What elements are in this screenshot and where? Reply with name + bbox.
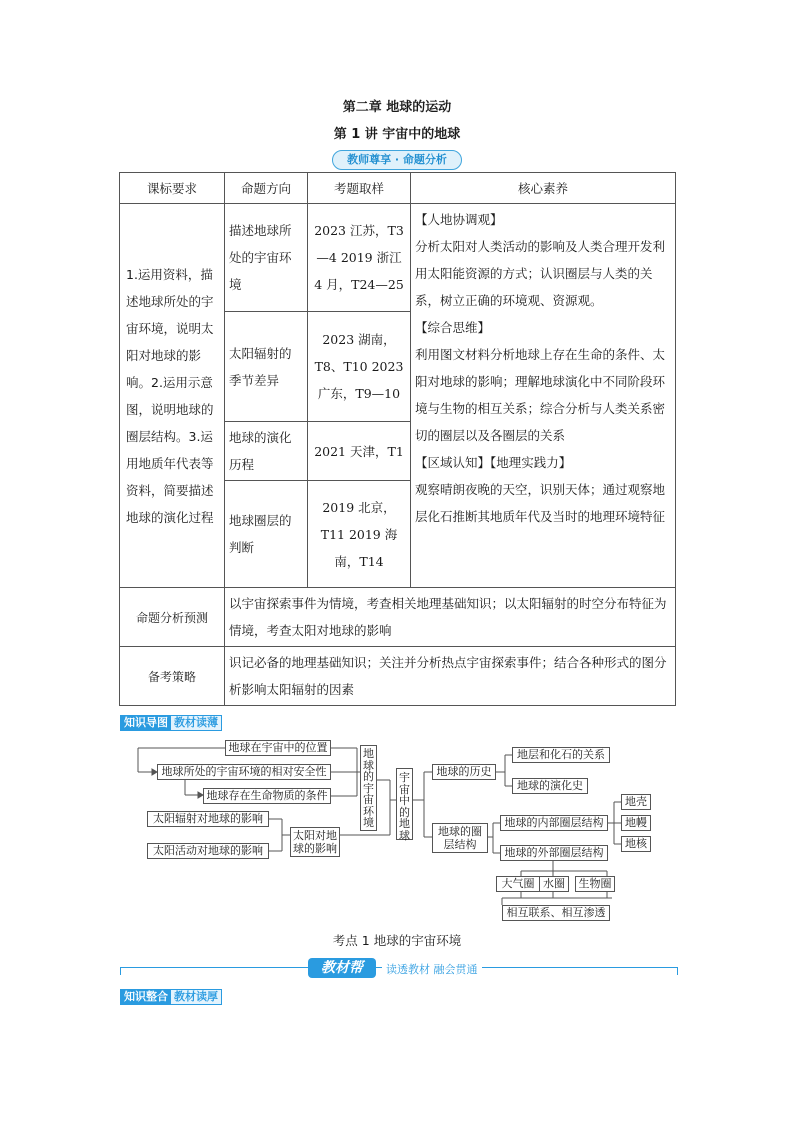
forecast-text: 以宇宙探索事件为情境，考查相关地理基础知识；以太阳辐射的时空分布特征为情境，考查太阳对地球的影响 [225, 588, 676, 647]
map-node: 生物圈 [575, 876, 615, 892]
tag-primary: 知识整合 [121, 990, 171, 1004]
forecast-label: 命题分析预测 [120, 588, 225, 647]
knowledge-integration-tag [120, 989, 222, 1005]
table-header: 考题取样 [308, 173, 411, 204]
map-node-layers: 地球的圈层结构 [432, 823, 488, 853]
map-node: 地幔 [621, 815, 651, 831]
divider-left-cap [120, 967, 127, 975]
exam-point-title: 考点 1 地球的宇宙环境 [332, 933, 462, 948]
map-node: 地球所处的宇宙环境的相对安全性 [157, 764, 331, 780]
literacy-cell [411, 204, 676, 588]
literacy-title: 【人地协调观】 [415, 212, 503, 227]
requirements-cell: 1.运用资料，描述地球所处的宇宙环境，说明太阳对地球的影响。2.运用示意图，说明地球的圈层结构。3.运用地质年代表等资料，简要描述地球的演化过程 [120, 204, 225, 588]
direction-cell: 地球圈层的判断 [225, 481, 308, 588]
map-node: 地球在宇宙中的位置 [225, 740, 331, 756]
map-node: 太阳辐射对地球的影响 [147, 811, 269, 827]
map-node-history: 地球的历史 [432, 764, 496, 780]
tag-secondary: 教材读厚 [171, 990, 221, 1004]
strategy-label: 备考策略 [120, 647, 225, 706]
textbook-banner-sub: 读透教材 融会贯通 [382, 961, 482, 977]
samples-cell: 2023 湖南，T8、T10 2023 广东，T9—10 [308, 312, 411, 422]
analysis-table [119, 172, 676, 706]
map-node: 地层和化石的关系 [512, 747, 610, 763]
map-node: 地壳 [621, 794, 651, 810]
direction-cell: 描述地球所处的宇宙环境 [225, 204, 308, 312]
literacy-text: 观察晴朗夜晚的天空，识别天体；通过观察地层化石推断其地质年代及当时的地理环境特征 [415, 482, 666, 524]
direction-cell: 太阳辐射的季节差异 [225, 312, 308, 422]
samples-cell: 2023 江苏，T3—4 2019 浙江 4 月，T24—25 [308, 204, 411, 312]
table-header: 核心素养 [411, 173, 676, 204]
map-node-inner: 地球的内部圈层结构 [500, 815, 608, 831]
textbook-banner: 教材帮 [308, 958, 376, 978]
map-node-outer: 地球的外部圈层结构 [500, 845, 608, 861]
literacy-title: 【区域认知】【地理实践力】 [415, 455, 572, 470]
samples-cell: 2019 北京，T11 2019 海南，T14 [308, 481, 411, 588]
map-node: 地球存在生命物质的条件 [203, 788, 331, 804]
samples-cell: 2021 天津，T1 [308, 422, 411, 481]
tag-secondary: 教材读薄 [171, 716, 221, 730]
tag-primary: 知识导图 [121, 716, 171, 730]
map-node: 地球的演化史 [512, 778, 588, 794]
table-header: 课标要求 [120, 173, 225, 204]
map-node-env: 地球的宇宙环境 [360, 745, 377, 831]
map-node: 大气圈 [496, 876, 540, 892]
mind-map [0, 735, 794, 925]
direction-cell: 地球的演化历程 [225, 422, 308, 481]
map-node: 地核 [621, 836, 651, 852]
strategy-text: 识记必备的地理基础知识；关注并分析热点宇宙探索事件；结合各种形式的图分析影响太阳辐射的因素 [225, 647, 676, 706]
map-node-center: 宇宙中的地球 [396, 768, 413, 840]
map-node-sun: 太阳对地球的影响 [290, 827, 340, 857]
lesson-title: 第 1 讲 宇宙中的地球 [333, 127, 461, 142]
divider-right-cap [671, 967, 678, 975]
map-node-relation: 相互联系、相互渗透 [502, 905, 610, 921]
literacy-text: 分析太阳对人类活动的影响及人类合理开发利用太阳能资源的方式；认识圈层与人类的关系，树立正确的环境观、资源观。 [415, 239, 666, 308]
literacy-title: 【综合思维】 [415, 320, 491, 335]
map-node: 太阳活动对地球的影响 [147, 843, 269, 859]
chapter-title: 第二章 地球的运动 [342, 100, 452, 115]
map-node: 水圈 [539, 876, 569, 892]
knowledge-map-tag [120, 715, 222, 731]
table-header: 命题方向 [225, 173, 308, 204]
teacher-pill: 教师尊享 · 命题分析 [332, 150, 462, 170]
literacy-text: 利用图文材料分析地球上存在生命的条件、太阳对地球的影响；理解地球演化中不同阶段环境与生物的相互关系；综合分析与人类关系密切的圈层以及各圈层的关系 [415, 347, 666, 443]
